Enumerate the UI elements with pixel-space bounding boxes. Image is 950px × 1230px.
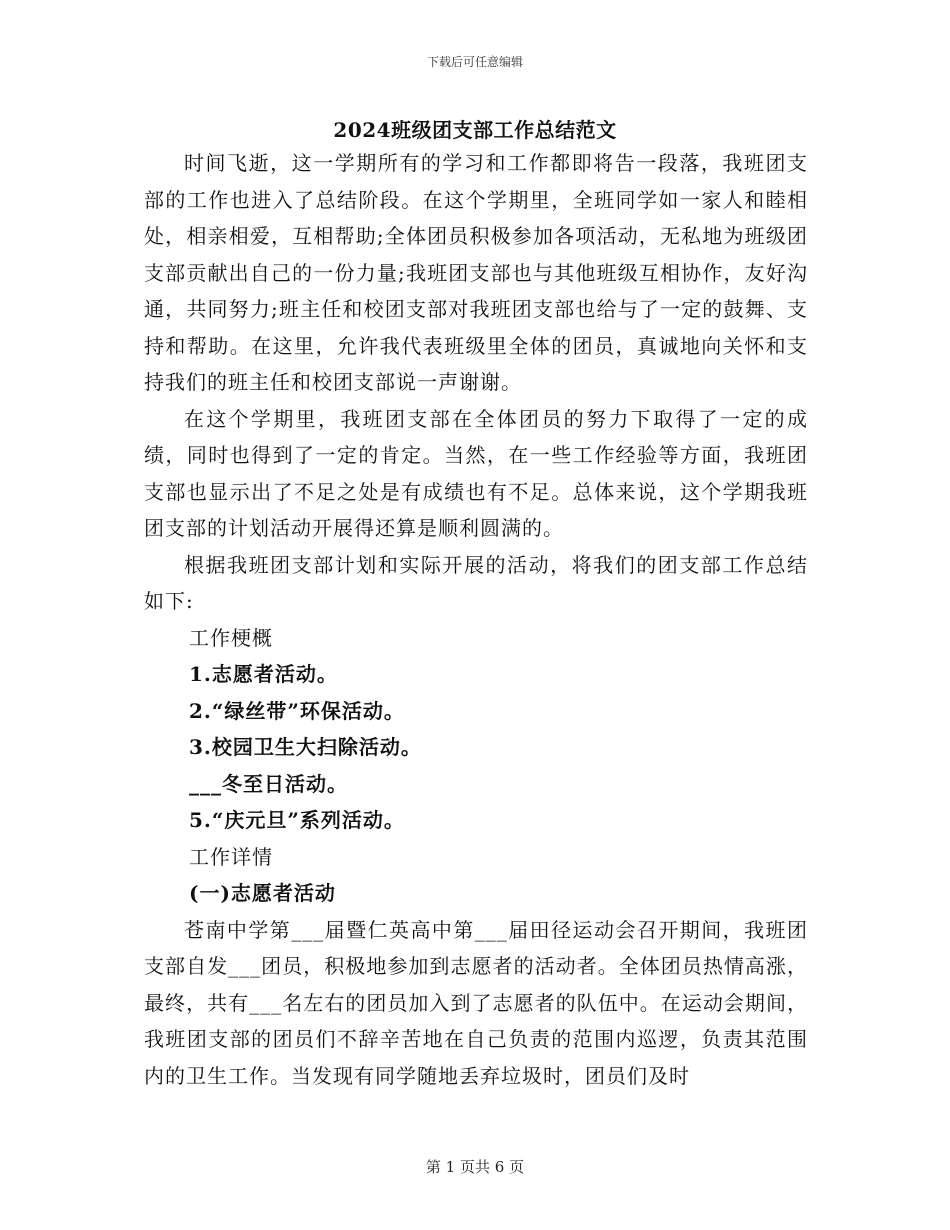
section-heading-volunteer: (一)志愿者活动 <box>189 881 336 905</box>
overview-item-5: 5.“庆元旦”系列活动。 <box>189 808 405 832</box>
overview-item-3: 3.校园卫生大扫除活动。 <box>189 735 422 759</box>
overview-item-4: ___冬至日活动。 <box>189 771 348 796</box>
overview-item-2: 2.“绿丝带”环保活动。 <box>189 698 405 723</box>
paragraph-achievements: 在这个学期里，我班团支部在全体团员的努力下取得了一定的成绩，同时也得到了一定的肯定。当然，在一些工作经验等方面，我班团支部也显示出了不足之处是有成绩也有不足。总体来说，这个学期我班团支部的计划活动开展得还算是顺利圆满的。 <box>144 406 808 540</box>
paragraph-intro: 时间飞逝，这一学期所有的学习和工作都即将告一段落，我班团支部的工作也进入了总结阶段。在这个学期里，全班同学如一家人和睦相处，相亲相爱，互相帮助;全体团员积极参加各项活动，无私地为班级团支部贡献出自己的一份力量;我班团支部也与其他班级互相协作，友好沟通，共同努力;班主任和校团支部对我班团支部也给与了一定的鼓舞、支持和帮助。在这里，允许我代表班级里全体的团员，真诚地向关怀和支持我们的班主任和校团支部说一声谢谢。 <box>144 151 808 394</box>
document-title: 2024班级团支部工作总结范文 <box>333 118 617 142</box>
overview-item-1: 1.志愿者活动。 <box>189 662 338 686</box>
paragraph-summary-lead: 根据我班团支部计划和实际开展的活动，将我们的团支部工作总结如下: <box>144 552 808 613</box>
details-heading: 工作详情 <box>189 844 273 869</box>
paragraph-volunteer: 苍南中学第___届暨仁英高中第___届田径运动会召开期间，我班团支部自发___团员，积极地参加到志愿者的活动者。全体团员热情高涨，最终，共有___名左右的团员加入到了志愿者的队伍中。在运动会期间，我班团支部的团员们不辞辛苦地在自己负责的范围内巡逻，负责其范围内的卫生工作。当发现有同学随地丢弃垃圾时，团员们及时 <box>144 917 808 1088</box>
document-body <box>144 145 808 1094</box>
overview-heading: 工作梗概 <box>189 625 273 650</box>
page-footer: 第 1 页共 6 页 <box>425 1158 525 1176</box>
page-header: 下载后可任意编辑 <box>426 55 523 69</box>
